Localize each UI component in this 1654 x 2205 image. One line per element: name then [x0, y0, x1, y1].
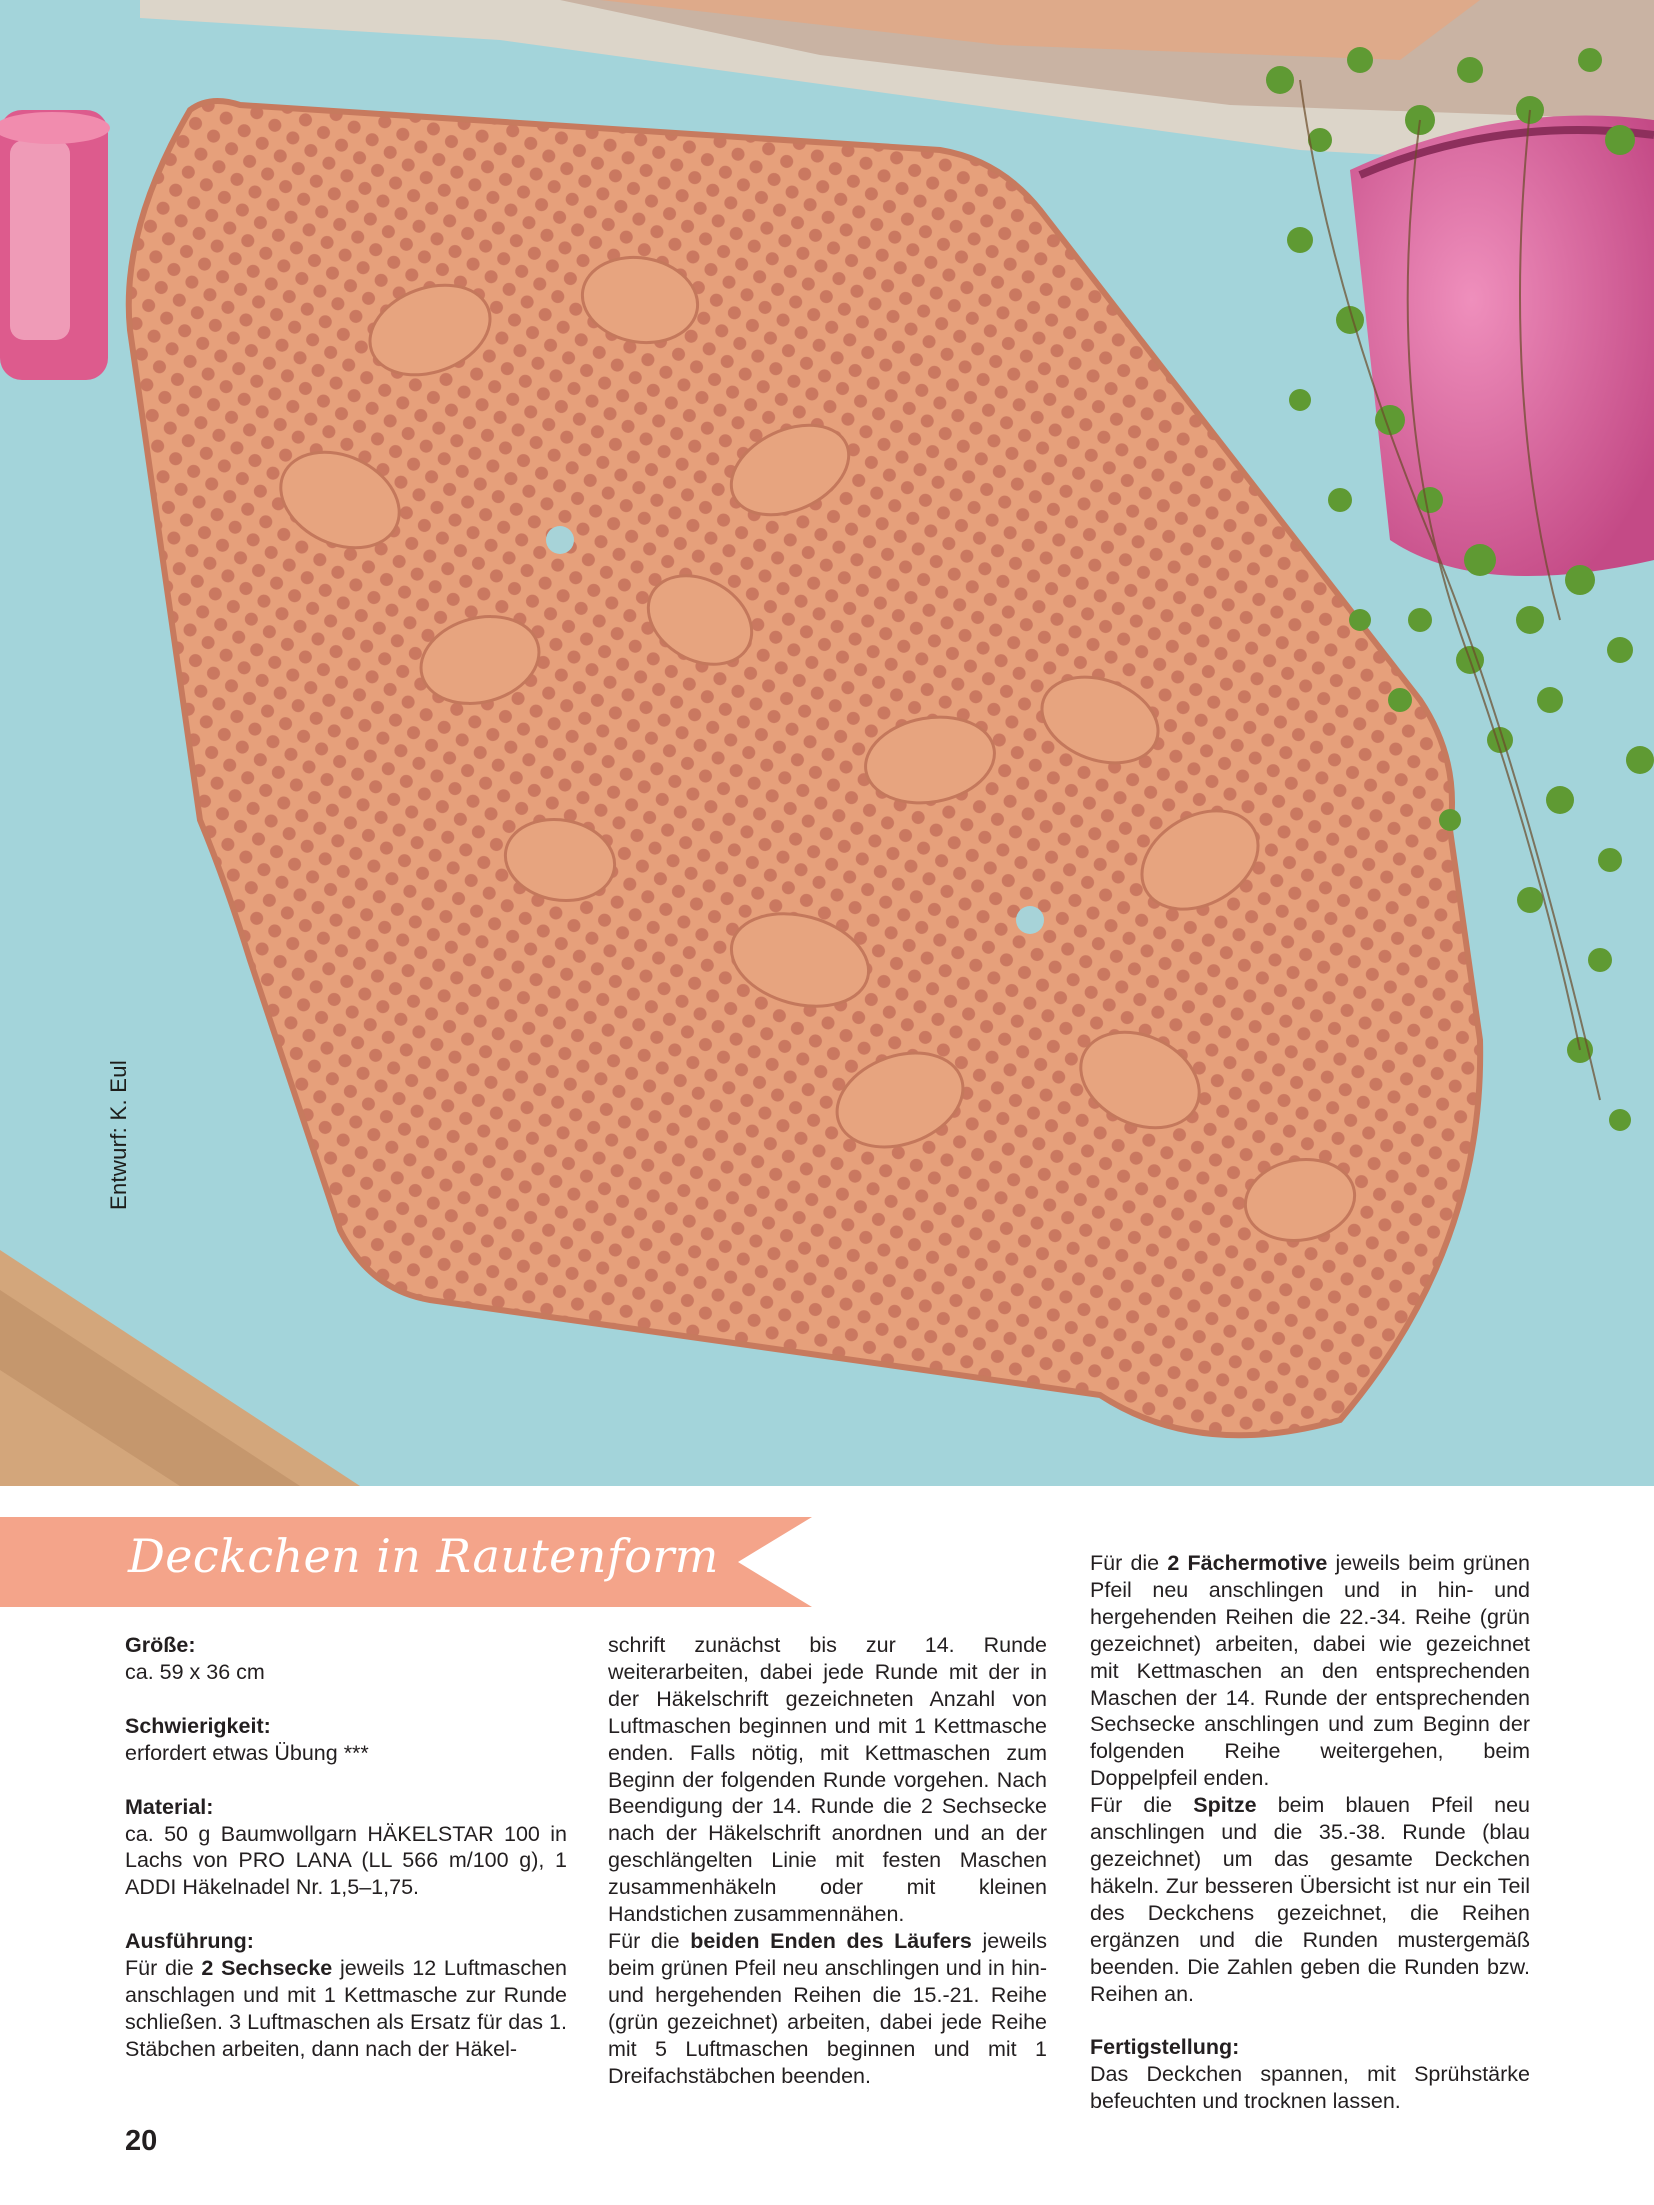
edge-post: beim blauen Pfeil neu anschlingen und die 35.-38. Runde (blau gezeichnet) um das gesamte Deckchen häkeln. Zur besseren Übersicht ist nur ein Teil des Deckchens gezeichnet, die Reihen ergänzen und die Runden mustergemäß beenden. Die Zahlen geben die Runden bzw. Reihen an. — [1090, 1793, 1530, 2006]
instructions-text — [125, 1955, 567, 2063]
plant-pot — [1350, 116, 1654, 576]
title-banner — [0, 1517, 820, 1607]
instructions-pre: Für die — [125, 1956, 202, 1981]
instructions-label: Ausführung: — [125, 1929, 254, 1954]
edge-text — [1090, 1792, 1530, 2007]
material-text: ca. 50 g Baumwollgarn HÄKELSTAR 100 in Lachs von PRO LANA (LL 566 m/100 g), 1 ADDI Häkelnadel Nr. 1,5–1,75. — [125, 1821, 567, 1900]
difficulty-label: Schwierigkeit: — [125, 1713, 271, 1738]
finishing-text: Das Deckchen spannen, mit Sprühstärke befeuchten und trocknen lassen. — [1090, 2062, 1530, 2114]
text-column-1 — [125, 1632, 567, 2063]
material-label: Material: — [125, 1794, 214, 1819]
column2-text-2-pre: Für die — [608, 1928, 691, 1953]
edge-bold: Spitze — [1193, 1793, 1257, 1818]
text-column-2 — [608, 1632, 1047, 2089]
column2-text-1: schrift zunächst bis zur 14. Runde weiterarbeiten, dabei jede Runde mit der in der Häkelschrift gezeichneten Anzahl von Luftmaschen beginnen und mit 1 Kettmasche enden. Falls nötig, mit Kettmaschen zum Beginn der folgenden Runde vorgehen. Nach Beendigung der 14. Runde die 2 Sechsecke nach der Häkelschrift anordnen und an der geschlängelten Linie mit festen Maschen zusammenhäkeln oder mit kleinen Handstichen zusammennähen. — [608, 1633, 1047, 1927]
size-value: ca. 59 x 36 cm — [125, 1659, 265, 1684]
column2-text-2-bold: beiden Enden des Läufers — [690, 1928, 972, 1953]
fan-motifs-pre: Für die — [1090, 1551, 1168, 1575]
fan-motifs-post: jeweils beim grünen Pfeil neu anschlingen und in hin- und hergehenden Reihen die 22.-34. Reihe (grün gezeichnet) arbeiten, dabei wie gezeichnet mit Kettmaschen an den entsprechenden Maschen der 14. Runde der entsprechenden Sechsecke anschlingen und zum Beginn der folgenden Reihe weitergehen, beim Doppelpfeil enden. — [1090, 1551, 1531, 1791]
page-title: Deckchen in Rautenform — [128, 1529, 719, 1583]
candle-glass — [0, 110, 110, 380]
difficulty-value: erfordert etwas Übung *** — [125, 1740, 369, 1765]
size-label: Größe: — [125, 1633, 196, 1657]
text-column-3 — [1090, 1550, 1530, 2115]
finishing-label: Fertigstellung: — [1090, 2035, 1240, 2060]
instructions-post: jeweils 12 Luftmaschen anschlagen und mit 1 Kettmasche zur Runde schließen. 3 Luftmaschen als Ersatz für das 1. Stäbchen arbeiten, dann nach der Häkel- — [125, 1956, 568, 2061]
column2-text-2-post: jeweils beim grünen Pfeil neu anschlingen und in hin- und hergehenden Reihen die 15.-21. Reihe (grün gezeichnet) arbeiten, dabei jede Reihe mit 5 Luftmaschen beginnen und mit 1 Dreifachstäbchen beenden. — [608, 1928, 1047, 2088]
photo-credit: Entwurf: K. Eul — [106, 1059, 131, 1210]
fan-motifs-text — [1090, 1550, 1530, 1792]
page-number: 20 — [125, 2125, 158, 2157]
column2-text-2 — [608, 1928, 1047, 2089]
fan-motifs-bold: 2 Fächermotive — [1167, 1551, 1328, 1575]
edge-pre: Für die — [1090, 1793, 1194, 1818]
instructions-bold: 2 Sechsecke — [201, 1956, 333, 1981]
